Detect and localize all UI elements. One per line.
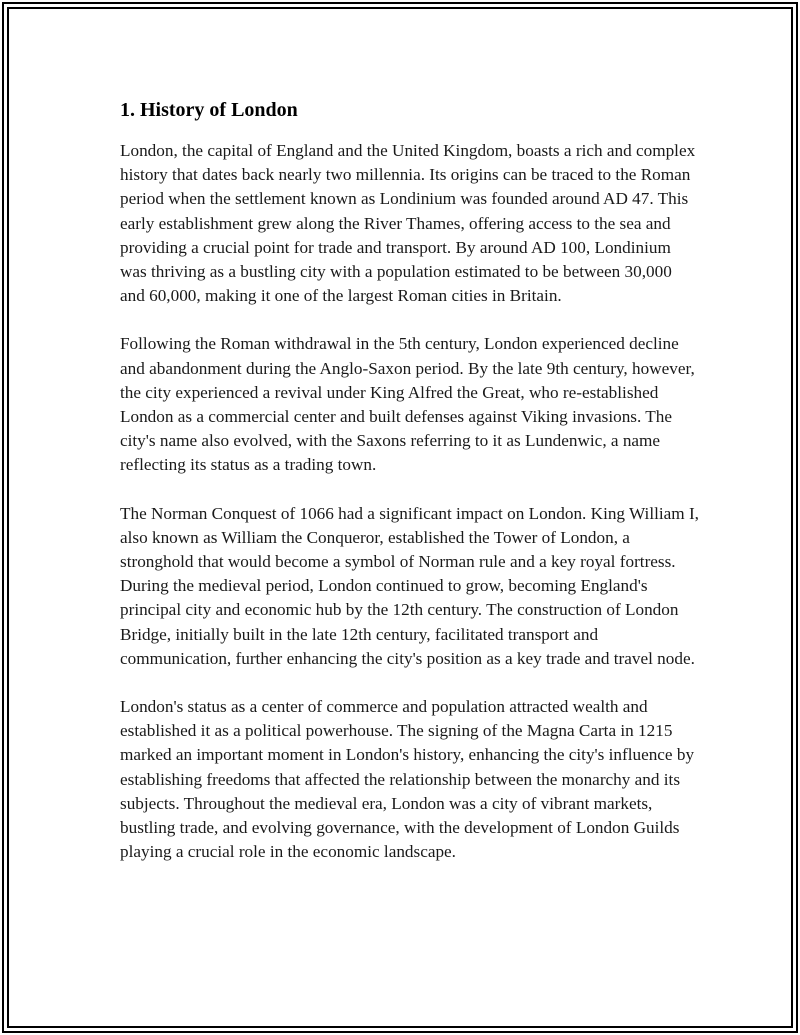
section-heading: 1. History of London bbox=[120, 99, 298, 121]
page-border bbox=[2, 2, 798, 1033]
paragraph-norman-conquest: The Norman Conquest of 1066 had a significant impact on London. King William I, also known as William the Conqueror, established the Tower of London, a stronghold that would become a symbol of Norman rule and a key royal fortress. During the medieval period, London continued to grow, becoming England's principal city and economic hub by the 12th century. The construction of London Bridge, initially built in the late 12th century, facilitated transport and communication, further enhancing the city's position as a key trade and travel node. bbox=[120, 503, 699, 668]
paragraph-commerce-magna-carta: London's status as a center of commerce and population attracted wealth and established it as a political powerhouse. The signing of the Magna Carta in 1215 marked an important moment in London's history, enhancing the city's influence by establishing freedoms that affected the relationship between the monarchy and its subjects. Throughout the medieval era, London was a city of vibrant markets, bustling trade, and evolving governance, with the development of London Guilds playing a crucial role in the economic landscape. bbox=[120, 697, 695, 862]
paragraph-anglo-saxon: Following the Roman withdrawal in the 5th century, London experienced decline and abandonment during the Anglo-Saxon period. By the late 9th century, however, the city experienced a revival under King Alfred the Great, who re-established London as a commercial center and built defenses against Viking invasions. The city's name also evolved, with the Saxons referring to it as Lundenwic, a name reflecting its status as a trading town. bbox=[120, 334, 695, 475]
document-body bbox=[120, 96, 700, 888]
paragraph-roman-origins: London, the capital of England and the United Kingdom, boasts a rich and complex history that dates back nearly two millennia. Its origins can be traced to the Roman period when the settlement known as Londinium was founded around AD 47. This early establishment grew along the River Thames, offering access to the sea and providing a crucial point for trade and transport. By around AD 100, Londinium was thriving as a bustling city with a population estimated to be between 30,000 and 60,000, making it one of the largest Roman cities in Britain. bbox=[120, 141, 696, 306]
